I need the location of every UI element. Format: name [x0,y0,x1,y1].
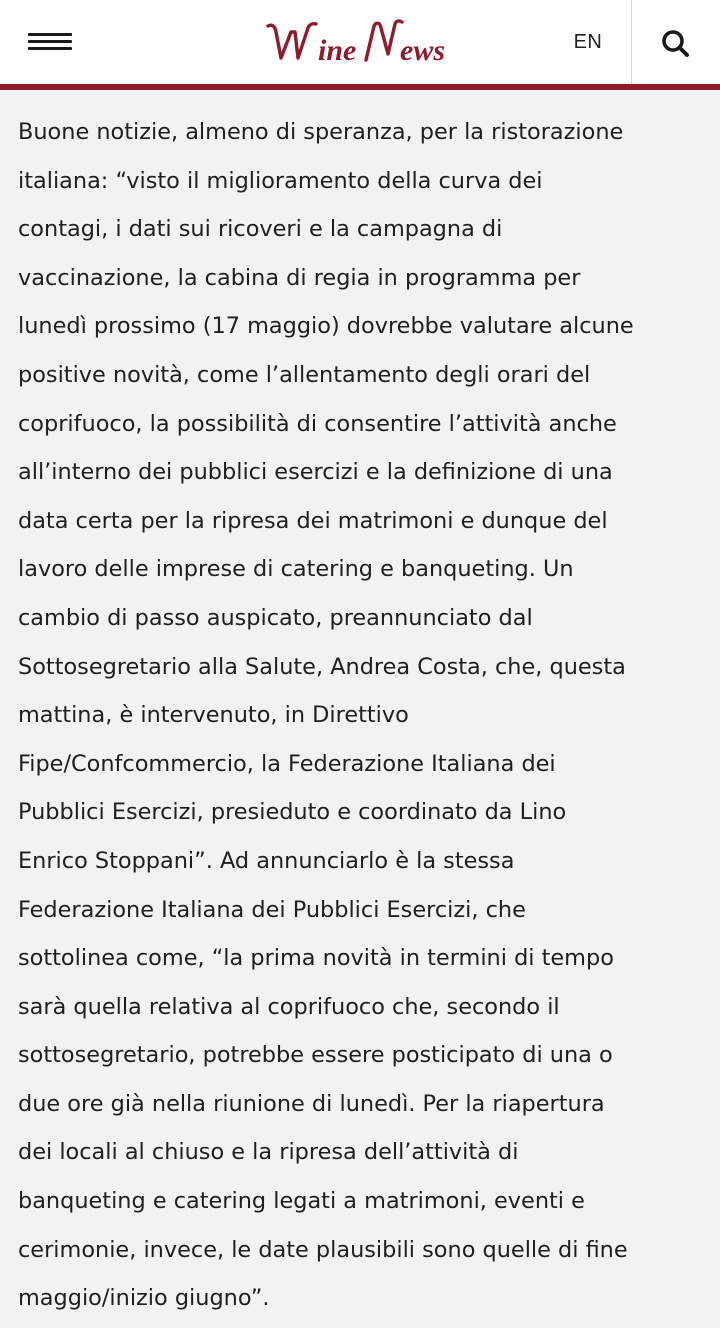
menu-bar-line [28,40,72,43]
article-text-line: lunedì prossimo (17 maggio) dovrebbe valutare alcune [18,313,634,340]
menu-bar-line [28,47,72,50]
article-text-line: Pubblici Esercizi, presieduto e coordinato da Lino [18,799,567,826]
article-text-line: contagi, i dati sui ricoveri e la campagna di [18,216,503,243]
search-icon-graphic [660,28,692,60]
top-navigation-bar [0,0,720,90]
article-text-line: all’interno dei pubblici esercizi e la definizione di una [18,459,613,486]
article-text-line: Buone notizie, almeno di speranza, per la ristorazione [18,119,624,145]
article-text-line: maggio/inizio giugno”. [18,1285,270,1312]
article-paragraph [18,108,708,1323]
article-text-line: data certa per la ripresa dei matrimoni e dunque del [18,507,608,534]
menu-bar-line [28,33,72,36]
article-text-line: lavoro delle imprese di catering e banqueting. Un [18,556,574,583]
article-text-line: sottolinea come, “la prima novità in termini di tempo [18,945,614,972]
magnifier-search-icon[interactable] [660,28,692,60]
article-text-line: sottosegretario, potrebbe essere posticipato di una o [18,1042,613,1069]
language-switch-button[interactable]: EN [573,31,603,53]
article-text-line: positive novità, come l’allentamento degli orari del [18,361,591,388]
article-text-line: Sottosegretario alla Salute, Andrea Costa, che, questa [18,653,626,680]
article-text-line: banqueting e catering legati a matrimoni, eventi e [18,1188,585,1215]
article-text-line: vaccinazione, la cabina di regia in programma per [18,264,581,291]
article-text-line: cerimonie, invece, le date plausibili sono quelle di fine [18,1236,628,1263]
article-text-line: Federazione Italiana dei Pubblici Esercizi, che [18,896,526,923]
article-text-line: sarà quella relativa al coprifuoco che, secondo il [18,993,560,1020]
article-text-line: due ore già nella riunione di lunedì. Per la riapertura [18,1090,605,1117]
article-text-line: Enrico Stoppani”. Ad annunciarlo è la stessa [18,847,515,874]
header-divider [631,0,632,84]
winenews-logo-graphic [262,14,462,70]
article-text-line: mattina, è intervenuto, in Direttivo [18,702,409,729]
article-text-line: Fipe/Confcommercio, la Federazione Italiana dei [18,750,556,777]
article-text-line: italiana: “visto il miglioramento della curva dei [18,167,543,194]
article-body [18,108,708,1323]
article-text-line: dei locali al chiuso e la ripresa dell’attività di [18,1139,519,1166]
article-text-line: cambio di passo auspicato, preannunciato dal [18,604,533,631]
winenews-logo[interactable] [262,14,462,70]
hamburger-menu-icon[interactable] [28,33,72,51]
svg-text:ews: ews [400,34,445,67]
svg-text:ine: ine [318,34,357,67]
article-text-line: coprifuoco, la possibilità di consentire l’attività anche [18,410,617,437]
